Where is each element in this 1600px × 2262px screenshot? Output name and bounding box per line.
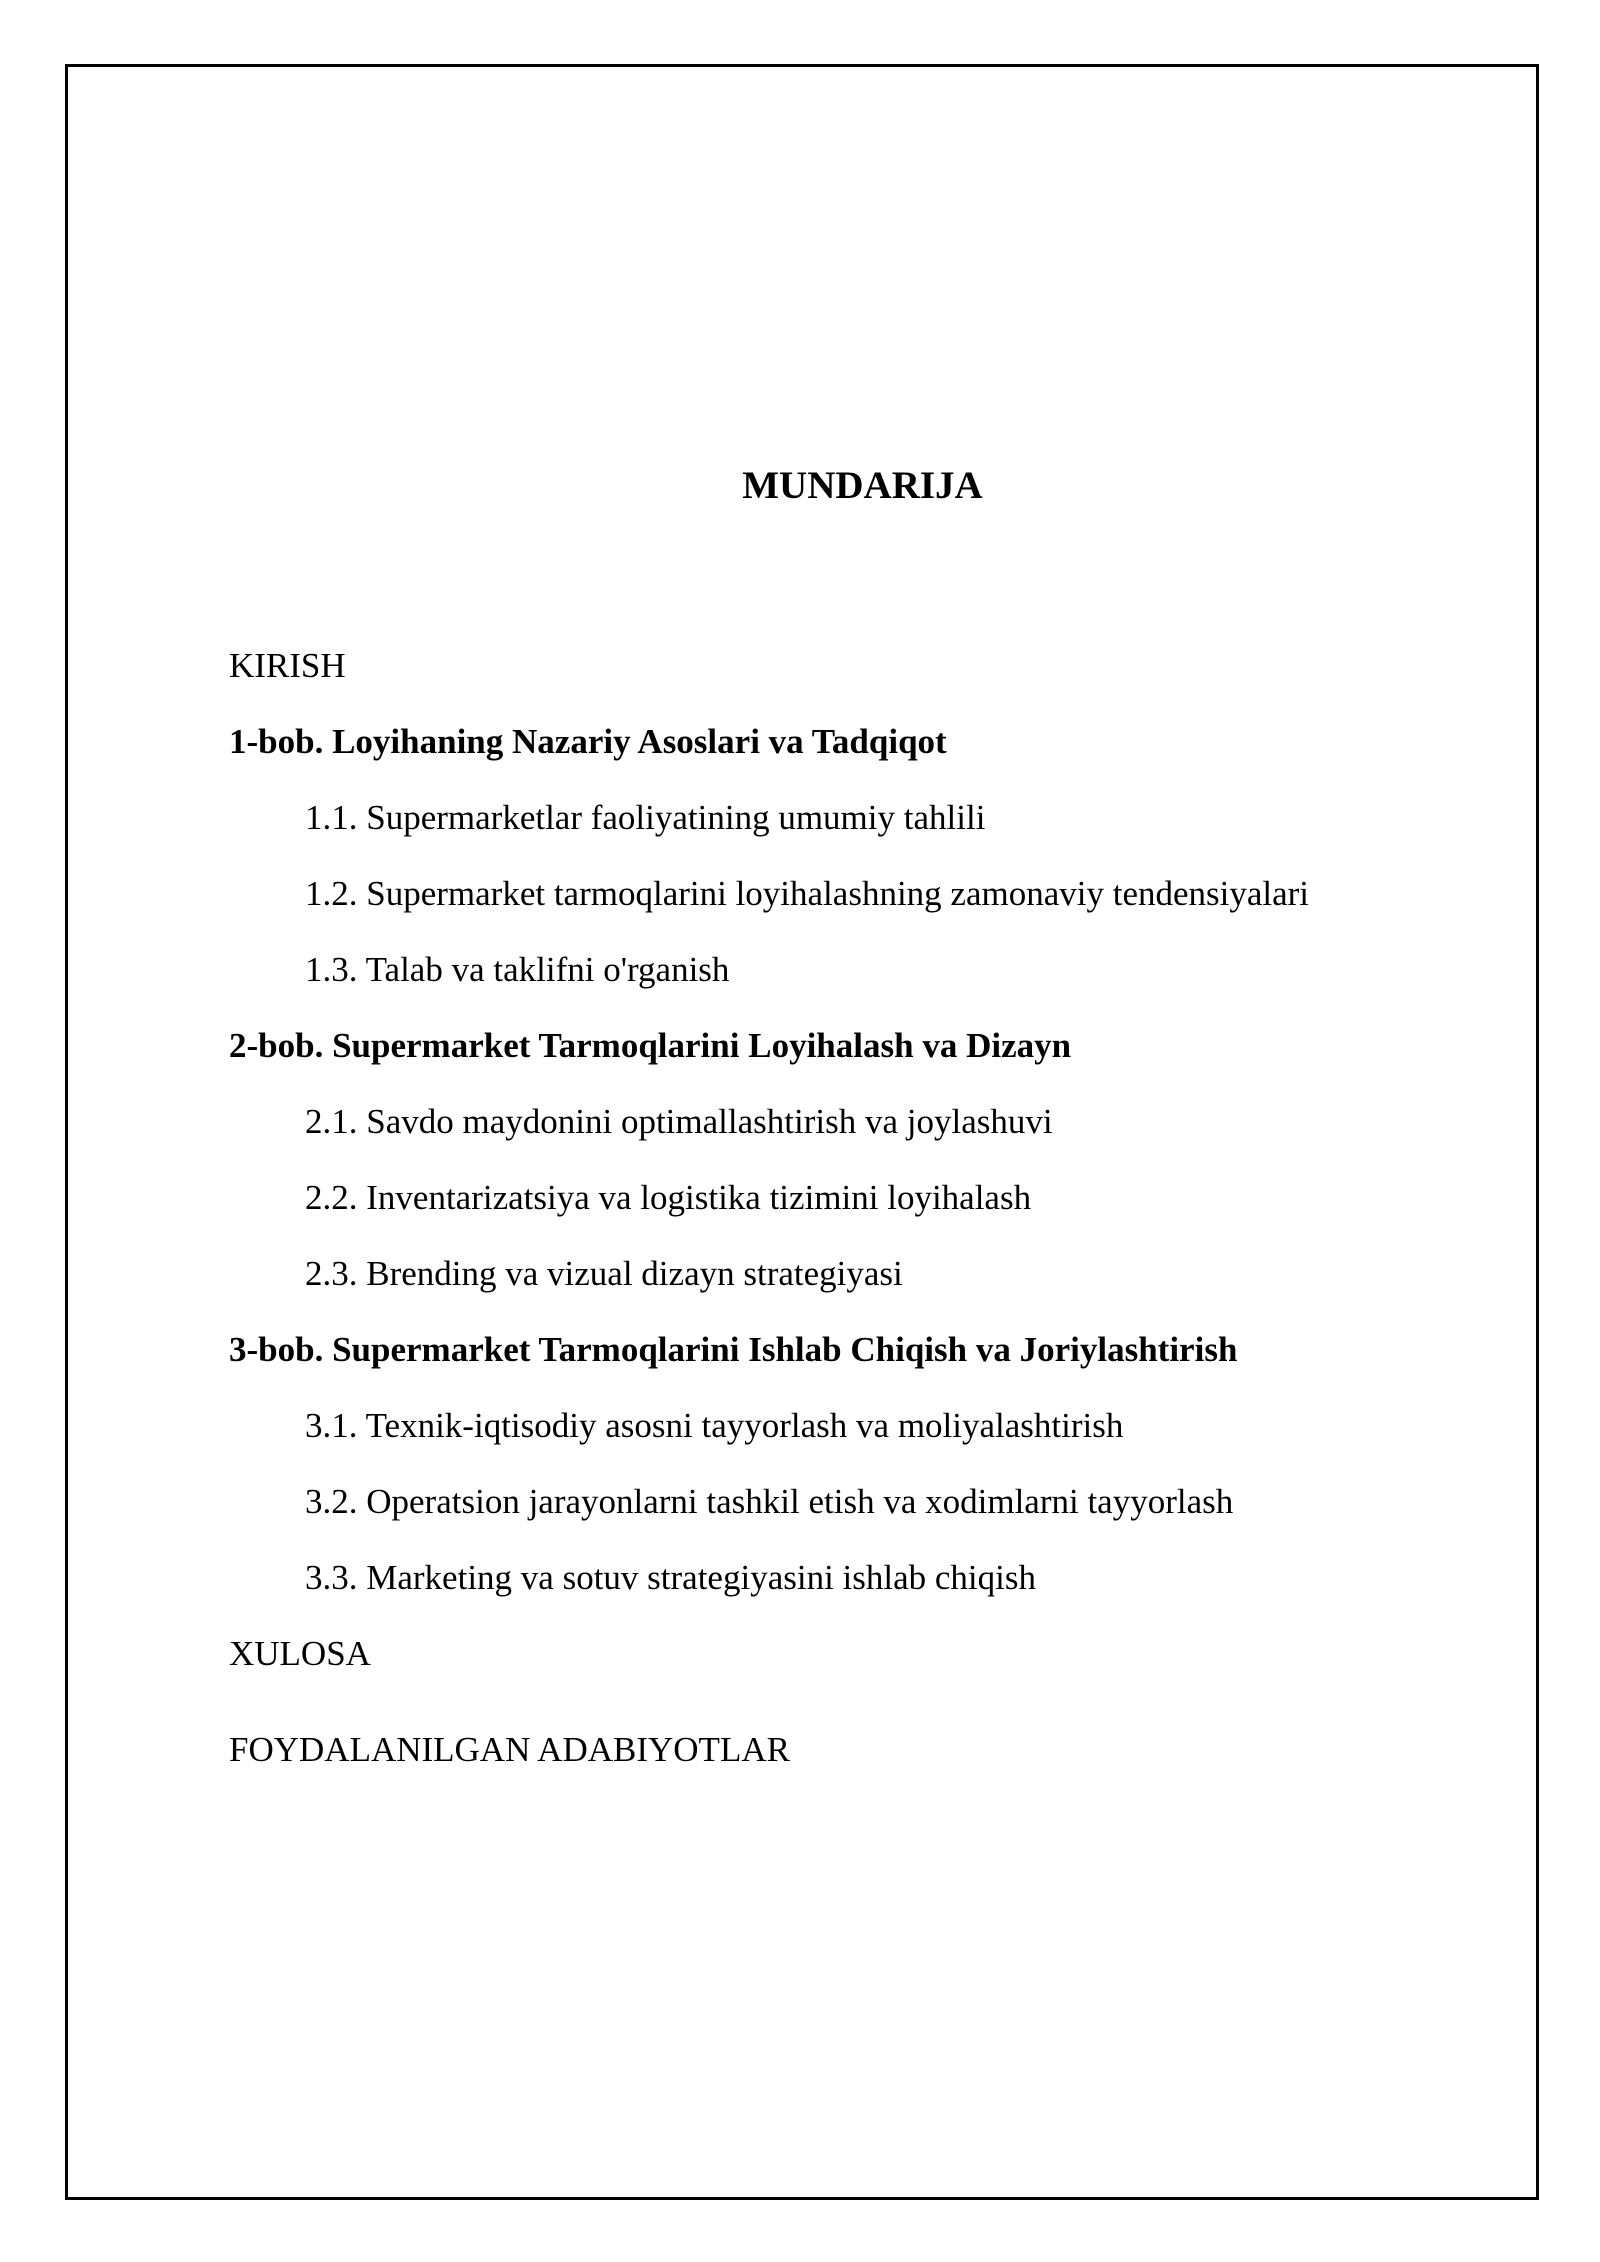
toc-section-3-3: 3.3. Marketing va sotuv strategiyasini ishlab chiqish [305,1558,1037,1597]
toc-section-2-1: 2.1. Savdo maydonini optimallashtirish va joylashuvi [305,1102,1053,1141]
toc-section-2-3: 2.3. Brending va vizual dizayn strategiyasi [305,1254,903,1293]
toc-section-3-2: 3.2. Operatsion jarayonlarni tashkil etish va xodimlarni tayyorlash [305,1482,1234,1521]
toc-entry-references: FOYDALANILGAN ADABIYOTLAR [229,1730,790,1769]
toc-chapter-2: 2-bob. Supermarket Tarmoqlarini Loyihalash va Dizayn [229,1026,1072,1065]
toc-section-1-1: 1.1. Supermarketlar faoliyatining umumiy tahlili [305,798,986,837]
table-of-contents [229,638,1309,1798]
toc-section-3-1: 3.1. Texnik-iqtisodiy asosni tayyorlash va moliyalashtirish [305,1406,1124,1445]
toc-chapter-1: 1-bob. Loyihaning Nazariy Asoslari va Tadqiqot [229,722,947,761]
toc-section-2-2: 2.2. Inventarizatsiya va logistika tizimini loyihalash [305,1178,1032,1217]
toc-section-1-3: 1.3. Talab va taklifni o'rganish [305,950,730,989]
toc-section-1-2: 1.2. Supermarket tarmoqlarini loyihalashning zamonaviy tendensiyalari [305,874,1310,913]
page-title: MUNDARIJA [742,464,983,507]
toc-entry-conclusion: XULOSA [229,1634,371,1673]
toc-entry-introduction: KIRISH [229,646,346,685]
toc-chapter-3: 3-bob. Supermarket Tarmoqlarini Ishlab Chiqish va Joriylashtirish [229,1330,1238,1369]
